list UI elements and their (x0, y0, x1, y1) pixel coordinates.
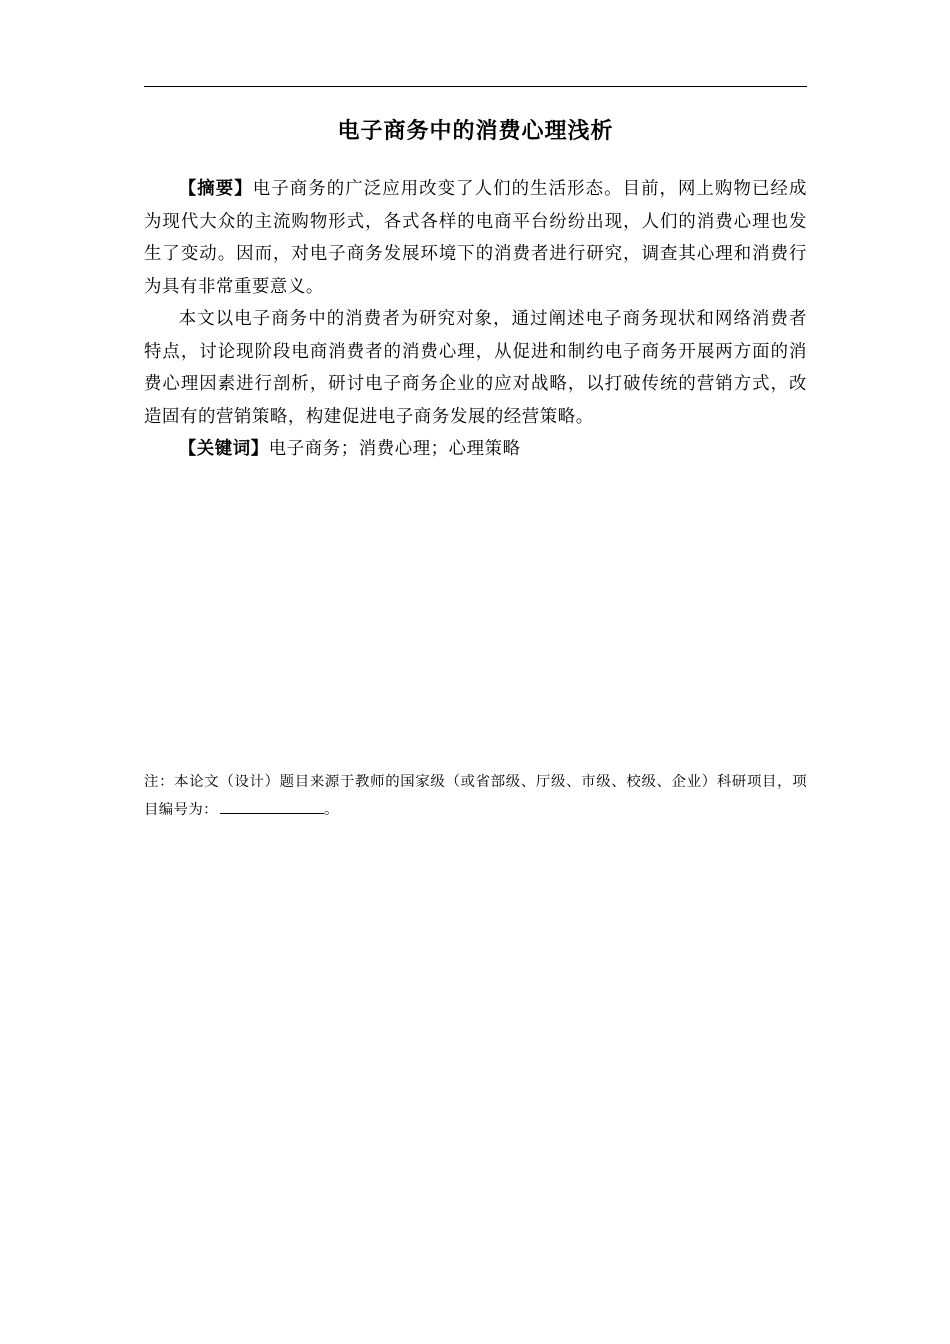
keywords-text: 电子商务；消费心理；心理策略 (268, 439, 521, 459)
abstract-paragraph (144, 173, 807, 303)
abstract-label: 【摘要】 (178, 179, 253, 199)
abstract-section (144, 173, 807, 466)
body-paragraph: 本文以电子商务中的消费者为研究对象，通过阐述电子商务现状和网络消费者特点，讨论现阶段电商消费者的消费心理，从促进和制约电子商务开展两方面的消费心理因素进行剖析，研讨电子商务企业的应对战略，以打破传统的营销方式，改造固有的营销策略，构建促进电子商务发展的经营策略。 (144, 309, 807, 427)
footnote-end: 。 (323, 802, 339, 818)
footnote (144, 768, 807, 824)
keywords-paragraph (144, 433, 807, 466)
paper-title: 电子商务中的消费心理浅析 (337, 119, 614, 144)
keywords-label: 【关键词】 (178, 439, 269, 459)
project-number-blank (220, 799, 324, 814)
abstract-text: 电子商务的广泛应用改变了人们的生活形态。目前，网上购物已经成为现代大众的主流购物形式，各式各样的电商平台纷纷出现，人们的消费心理也发生了变动。因而，对电子商务发展环境下的消费者进行研究，调查其心理和消费行为具有非常重要意义。 (144, 179, 807, 297)
header-rule (144, 86, 807, 87)
footnote-text: 注：本论文（设计）题目来源于教师的国家级（或省部级、厅级、市级、校级、企业）科研项目，项目编号为： (144, 774, 807, 818)
